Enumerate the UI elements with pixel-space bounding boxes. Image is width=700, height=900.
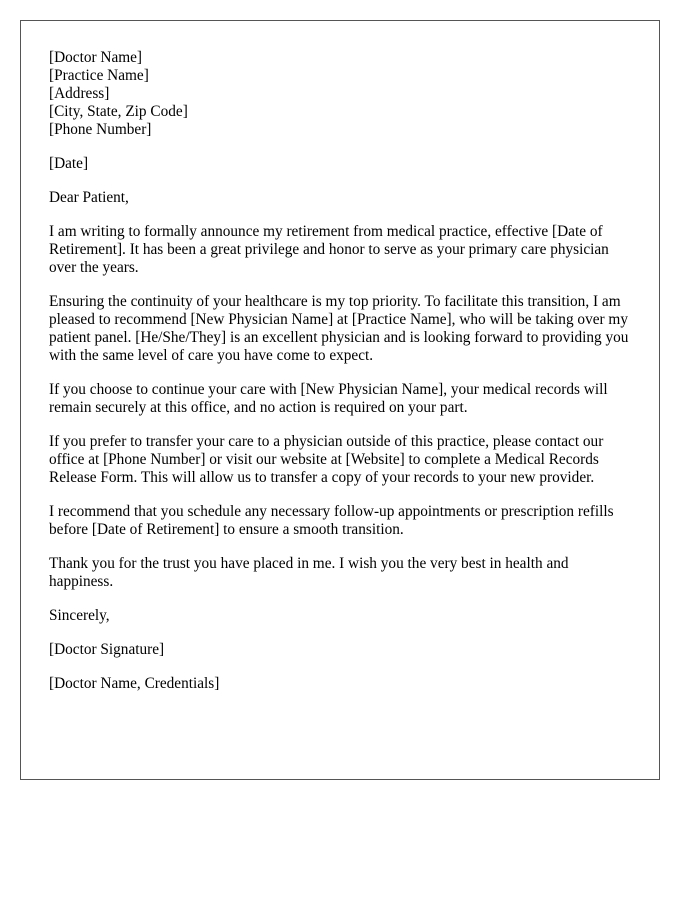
signature: [Doctor Signature] — [49, 641, 165, 658]
paragraph-continuity: Ensuring the continuity of your healthcare is my top priority. To facilitate this transition, I am pleased to recommend [New Physician Name] at [Practice Name], who will be taking over my patient panel. [He/She/They] is an excellent physician and is looking forward to providing you with the same level of care you have come to expect. — [49, 293, 629, 364]
paragraph-thanks: Thank you for the trust you have placed in me. I wish you the very best in health and happiness. — [49, 555, 569, 590]
sender-doctor-name: [Doctor Name] — [49, 49, 143, 66]
paragraph-follow-up: I recommend that you schedule any necessary follow-up appointments or prescription refills before [Date of Retirement] to ensure a smooth transition. — [49, 503, 614, 538]
sender-phone: [Phone Number] — [49, 121, 152, 138]
sender-practice-name: [Practice Name] — [49, 67, 149, 84]
salutation: Dear Patient, — [49, 189, 129, 206]
sender-address-block — [49, 49, 631, 139]
paragraph-records-transfer: If you prefer to transfer your care to a physician outside of this practice, please contact our office at [Phone Number] or visit our website at [Website] to complete a Medical Records Release Form. This will allow us to transfer a copy of your records to your new provider. — [49, 433, 604, 486]
sender-city-state-zip: [City, State, Zip Code] — [49, 103, 188, 120]
sender-address: [Address] — [49, 85, 110, 102]
signoff-name: [Doctor Name, Credentials] — [49, 675, 220, 692]
closing: Sincerely, — [49, 607, 110, 624]
letter-date: [Date] — [49, 155, 89, 172]
paragraph-retirement-announcement: I am writing to formally announce my retirement from medical practice, effective [Date of Retirement]. It has been a great privilege and honor to serve as your primary care physician over the years. — [49, 223, 609, 276]
letter-page — [20, 20, 660, 780]
paragraph-records-stay: If you choose to continue your care with [New Physician Name], your medical records will remain securely at this office, and no action is required on your part. — [49, 381, 608, 416]
